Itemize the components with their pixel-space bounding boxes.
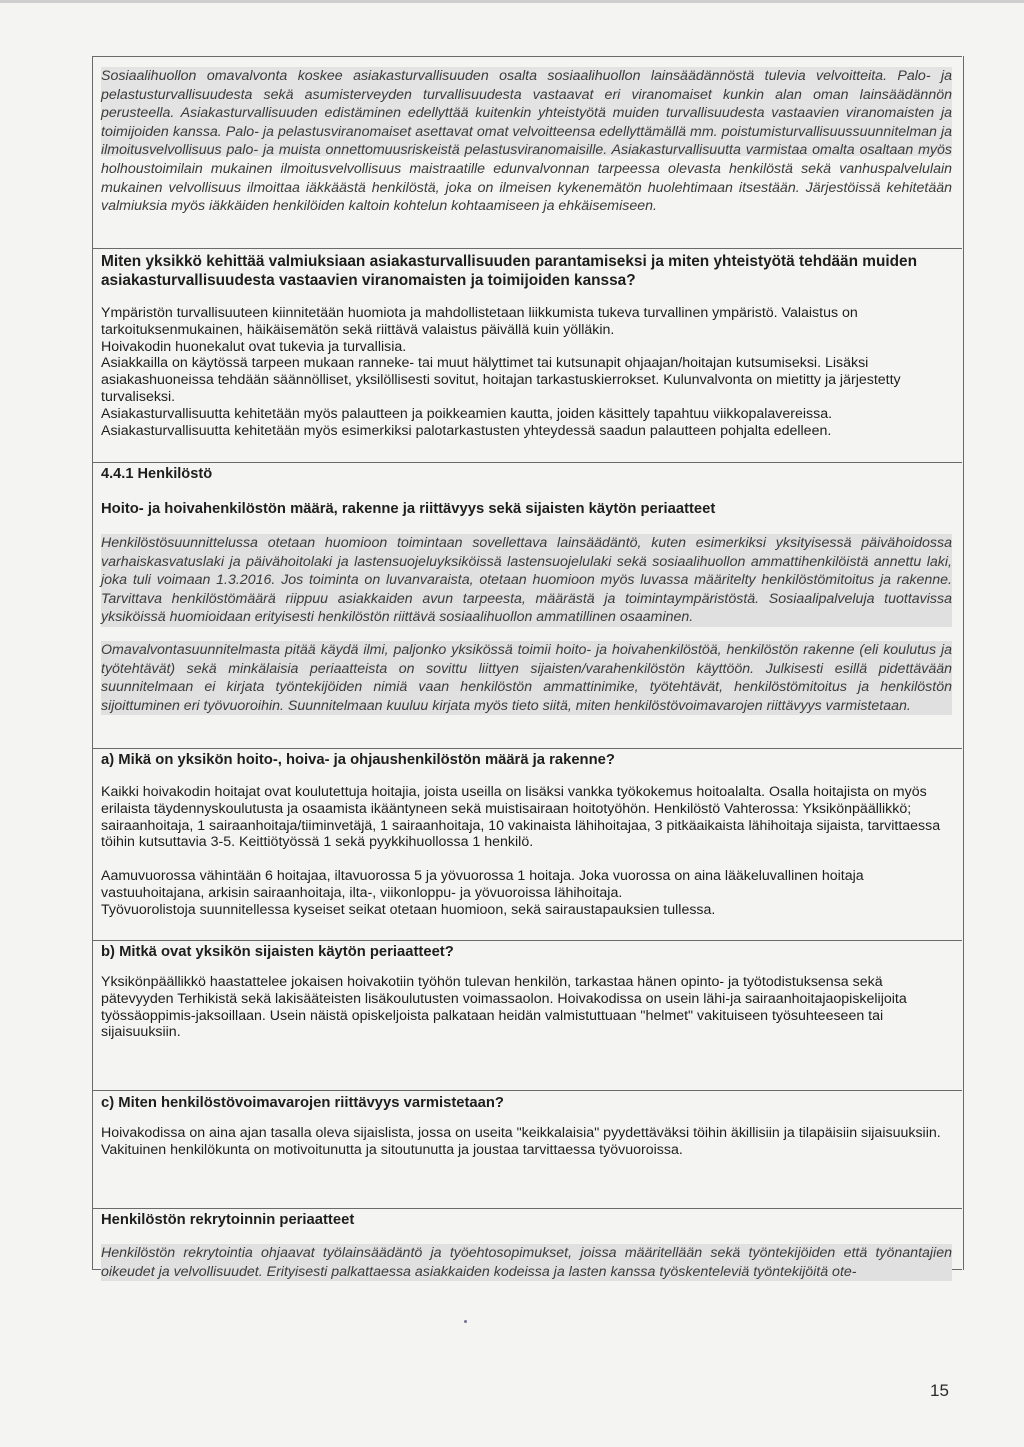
scan-speck	[464, 1320, 467, 1323]
recruitment-guidance: Henkilöstön rekrytointia ohjaavat työlainsäädäntö ja työehtosopimukset, joissa määritellään sekä työntekijöiden että työnantajien oikeudet ja velvollisuudet. Erityisesti palkattaessa asiakkaiden kodeissa ja lasten kanssa työskenteleviä työntekijöitä ote-	[101, 1245, 952, 1280]
safety-answer-line: Asiakasturvallisuutta kehitetään myös esimerkiksi palotarkastusten yhteydessä saadun palautteen pohjalta edelleen.	[101, 422, 832, 439]
section-number-title: 4.4.1 Henkilöstö	[101, 466, 213, 482]
safety-question: Miten yksikkö kehittää valmiuksiaan asiakasturvallisuuden parantamiseksi ja miten yhteistyötä tehdään muiden asiakasturvallisuudesta vastaavien viranomaisten ja toimijoiden kanssa?	[101, 253, 918, 289]
safety-development-block	[92, 248, 962, 462]
scan-top-edge	[0, 0, 1024, 3]
sufficiency-question: c) Miten henkilöstövoimavarojen riittävyys varmistetaan?	[101, 1095, 504, 1111]
safety-answer	[101, 305, 952, 439]
sufficiency-para: Hoivakodissa on aina ajan tasalla oleva sijaislista, jossa on useita "keikkalaisia" pyydettäväksi töihin äkillisiin ja tilapäisiin sijaisuuksiin. Vakituinen henkilökunta on motivoitunutta ja sitoutunutta ja joustaa tarvittaessa työvuoroissa.	[101, 1125, 941, 1158]
staff-guidance-1: Henkilöstösuunnittelussa otetaan huomioon toimintaan sovellettava lainsäädäntö, kuten esimerkiksi yksityisessä päivähoidossa varhaiskasvatuslaki ja päivähoitolaki ja lastensuojeluyksiköissä lastensuojelulaki sekä sosiaalihuollon ammattihenkilöistä annettu laki, joka tuli voimaan 1.3.2016. Jos toiminta on luvanvaraista, otetaan huomioon myös luvassa määritelty henkilöstömitoitus ja rakenne. Tarvittava henkilöstömäärä riippuu asiakkaiden avun tarpeesta, määrästä ja toimintaympäristöstä. Sosiaalipalveluja tuottavissa yksiköissä huomioidaan erityisesti henkilöstön riittävä sosiaalihuollon ammatillinen osaaminen.	[101, 535, 952, 626]
staff-guidance-2: Omavalvontasuunnitelmasta pitää käydä ilmi, paljonko yksikössä toimii hoito- ja hoivahenkilöstöä, henkilöstön rakenne (eli koulutus ja työtehtävät) sekä minkälaisia periaatteista on sovittu liittyen sijaisten/varahenkilöstön käyttöön. Julkisesti esillä pidettävään suunnitelmaan ei kirjata työntekijöiden nimiä vaan henkilöstön ammattinimike, työtehtävät, henkilöstömitoitus ja henkilöstön sijoittuminen eri työvuoroihin. Suunnitelmaan kuuluu kirjata myös tieto siitä, miten henkilöstövoimavarojen riittävyys varmistetaan.	[101, 641, 952, 714]
structure-question: a) Mikä on yksikön hoito-, hoiva- ja ohjaushenkilöstön määrä ja rakenne?	[101, 752, 615, 768]
safety-answer-line: Asiakasturvallisuutta kehitetään myös palautteen ja poikkeamien kautta, joiden käsittely tapahtuu viikkopalavereissa.	[101, 405, 833, 422]
sufficiency-answer	[101, 1125, 952, 1159]
substitutes-block	[92, 940, 962, 1090]
structure-answer	[101, 784, 952, 919]
intro-guidance-text: Sosiaalihuollon omavalvonta koskee asiakasturvallisuuden osalta sosiaalihuollon lainsäädännöstä tulevia velvoitteita. Palo- ja pelastusturvallisuudesta sekä asumisterveyden turvallisuudesta vastaavat eri viranomaiset kunkin alan oman lainsäädännön perusteella. Asiakasturvallisuuden edistäminen edellyttää kuitenkin yhteistyötä muiden turvallisuudesta vastaavien viranomaisten ja toimijoiden kanssa. Palo- ja pelastusviranomaiset asettavat omat velvoitteensa edellyttämällä mm. poistumisturvallisuussuunnitelman ja ilmoitusvelvollisuus palo- ja muista onnettomuusriskeistä pelastusviranomaisille. Asiakasturvallisuutta varmistaa omalta osaltaan myös holhoustoimilain mukainen ilmoitusvelvollisuus maistraatille edunvalvonnan tarpeessa olevasta henkilöstä sekä vanhuspalvelulain mukainen velvollisuus ilmoittaa iäkkäästä henkilöstä, joka on ilmeisen kykenemätön huolehtimaan itsestään. Järjestöissä kehitetään valmiuksia myös iäkkäiden henkilöiden kaltoin kohtelun kohtaamiseen ja ehkäisemiseen.	[101, 68, 952, 215]
safety-answer-line: Asiakkailla on käytössä tarpeen mukaan ranneke- tai muut hälyttimet tai kutsunapit ohjaajan/hoitajan kutsumiseksi. Lisäksi asiakashuoneissa tehdään säännölliset, yksilöllisesti sovitut, hoitajan tarkastuskierrokset. Kulunvalvonta on mietitty ja järjestetty turvaliseksi.	[101, 355, 901, 405]
structure-para-3: Työvuorolistoja suunnitellessa kyseiset seikat otetaan huomioon, sekä sairaustapauksien tullessa.	[101, 901, 716, 918]
safety-answer-line: Ympäristön turvallisuuteen kiinnitetään huomiota ja mahdollistetaan liikkumista tukeva turvallinen ympäristö. Valaistus on tarkoituksenmukainen, häikäisemätön sekä riittävä valaistus päivällä kuin yölläkin.	[101, 305, 858, 338]
recruitment-block	[92, 1208, 962, 1280]
structure-para-1: Kaikki hoivakodin hoitajat ovat koulutettuja hoitajia, joista useilla on lisäksi vankka työkokemus hoitoalalta. Osalla hoitajista on myös erilaista täydennyskoulutusta ja osaamista ikääntyneen sekä muistisairaan hoitotyöhön. Henkilöstö Vahterossa: Yksikönpäällikkö; sairaanhoitaja, 1 sairaanhoitaja/tiiminvetäjä, 1 sairaanhoitaja, 10 vakinaista lähihoitajaa, 3 pitkäaikaista lähihoitaja sijaista, tarvittaessa töihin kutsuttavia 3-5. Keittiötyössä 1 sekä pyykkihuollossa 1 henkilö.	[101, 784, 941, 851]
staff-subtitle: Hoito- ja hoivahenkilöstön määrä, rakenne ja riittävyys sekä sijaisten käytön periaatteet	[101, 501, 716, 517]
staff-structure-block	[92, 748, 962, 940]
structure-para-2: Aamuvuorossa vähintään 6 hoitajaa, iltavuorossa 5 ja yövuorossa 1 hoitaja. Joka vuorossa on aina lääkeluvallinen hoitaja vastuuhoitajana, arkisin sairaanhoitaja, ilta-, viikonloppu- ja yövuoroissa lähihoitaja.	[101, 868, 864, 901]
staff-section-block	[92, 462, 962, 748]
intro-guidance-block	[92, 56, 962, 248]
recruitment-title: Henkilöstön rekrytoinnin periaatteet	[101, 1212, 355, 1228]
sufficiency-block	[92, 1090, 962, 1208]
substitutes-question: b) Mitkä ovat yksikön sijaisten käytön periaatteet?	[101, 944, 454, 960]
page-number: 15	[930, 1381, 949, 1400]
substitutes-para: Yksikönpäällikkö haastattelee jokaisen hoivakotiin työhön tulevan henkilön, tarkastaa hänen opinto- ja työtodistuksensa sekä pätevyyden Terhikistä sekä lakisääteisten lisäkoulutusten voimassaolon. Hoivakodissa on usein lähi-ja sairaanhoitajaopiskelijoita työssäoppimis-jaksoillaan. Usein näistä opiskeljoista palkataan heidän valmistuttuaan "helmet" vakituiseen työsuhteeseen tai sijaisuuksiin.	[101, 974, 907, 1041]
substitutes-answer	[101, 974, 952, 1041]
safety-answer-line: Hoivakodin huonekalut ovat tukevia ja turvallisia.	[101, 338, 407, 355]
